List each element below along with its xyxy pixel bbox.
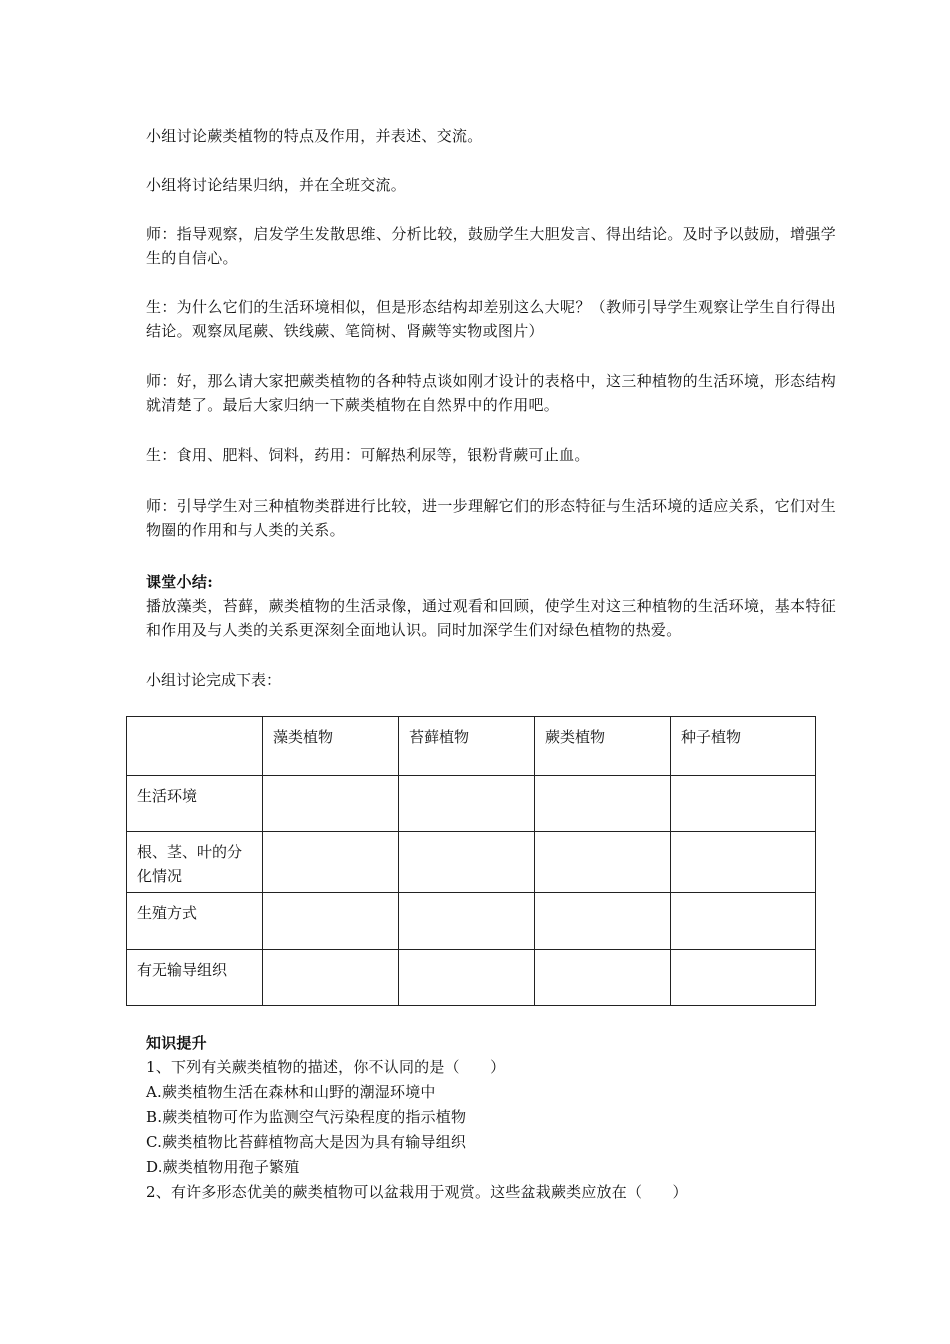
- summary-heading: 课堂小结:: [146, 573, 214, 591]
- table-cell: [671, 776, 816, 832]
- question-1-option-a: A.蕨类植物生活在森林和山野的潮湿环境中: [146, 1083, 436, 1101]
- table-cell: [263, 776, 399, 832]
- question-1-option-d: D.蕨类植物用孢子繁殖: [146, 1158, 300, 1176]
- table-cell: [535, 832, 671, 893]
- question-1: 1、下列有关蕨类植物的描述，你不认同的是（ ）: [146, 1058, 506, 1076]
- table-cell: [535, 893, 671, 950]
- table-header-cell: [127, 717, 263, 776]
- table-header-row: [127, 717, 816, 776]
- question-1-option-c: C.蕨类植物比苔藓植物高大是因为具有输导组织: [146, 1133, 467, 1151]
- question-2: 2、有许多形态优美的蕨类植物可以盆栽用于观赏。这些盆栽蕨类应放在（ ）: [146, 1183, 688, 1201]
- question-1-option-b: B.蕨类植物可作为监测空气污染程度的指示植物: [146, 1108, 467, 1126]
- paragraph-teacher-guidance: 师：指导观察，启发学生发散思维、分析比较，鼓励学生大胆发言、得出结论。及时予以鼓励，增强学生的自信心。: [146, 225, 836, 267]
- table-row-label: 有无输导组织: [127, 950, 263, 1006]
- table-cell: [671, 893, 816, 950]
- paragraph-student-uses: 生：食用、肥料、饲料，药用：可解热利尿等，银粉背蕨可止血。: [146, 446, 590, 464]
- table-cell: [263, 950, 399, 1006]
- table-cell: [535, 776, 671, 832]
- table-row: [127, 950, 816, 1006]
- comparison-table: [126, 716, 816, 1006]
- table-header-cell: 蕨类植物: [535, 717, 671, 776]
- table-row: [127, 893, 816, 950]
- table-cell: [263, 893, 399, 950]
- paragraph-group-summary: 小组将讨论结果归纳，并在全班交流。: [146, 176, 407, 194]
- table-cell: [263, 832, 399, 893]
- table-header-cell: 苔藓植物: [399, 717, 535, 776]
- table-row-label: 生活环境: [127, 776, 263, 832]
- paragraph-teacher-compare: 师：引导学生对三种植物类群进行比较，进一步理解它们的形态特征与生活环境的适应关系，它们对生物圈的作用和与人类的关系。: [146, 497, 836, 539]
- table-cell: [399, 776, 535, 832]
- table-row-label: 生殖方式: [127, 893, 263, 950]
- paragraph-student-question: 生：为什么它们的生活环境相似，但是形态结构却差别这么大呢？（教师引导学生观察让学生自行得出结论。观察凤尾蕨、铁线蕨、笔筒树、肾蕨等实物或图片）: [146, 298, 836, 340]
- table-header-cell: 藻类植物: [263, 717, 399, 776]
- table-cell: [535, 950, 671, 1006]
- table-row: [127, 776, 816, 832]
- table-header-cell: 种子植物: [671, 717, 816, 776]
- paragraph-group-discussion: 小组讨论蕨类植物的特点及作用，并表述、交流。: [146, 127, 483, 145]
- table-cell: [671, 832, 816, 893]
- table-cell: [671, 950, 816, 1006]
- paragraph-teacher-table: 师：好，那么请大家把蕨类植物的各种特点谈如刚才设计的表格中，这三种植物的生活环境，形态结构就清楚了。最后大家归纳一下蕨类植物在自然界中的作用吧。: [146, 372, 836, 414]
- table-row: [127, 832, 816, 893]
- knowledge-heading: 知识提升: [146, 1034, 207, 1052]
- table-intro: 小组讨论完成下表：: [146, 671, 282, 689]
- table-cell: [399, 893, 535, 950]
- summary-text: 播放藻类，苔藓，蕨类植物的生活录像，通过观看和回顾，使学生对这三种植物的生活环境，基本特征和作用及与人类的关系更深刻全面地认识。同时加深学生们对绿色植物的热爱。: [146, 597, 836, 639]
- table-cell: [399, 832, 535, 893]
- table-cell: [399, 950, 535, 1006]
- table-row-label: 根、茎、叶的分化情况: [127, 832, 263, 893]
